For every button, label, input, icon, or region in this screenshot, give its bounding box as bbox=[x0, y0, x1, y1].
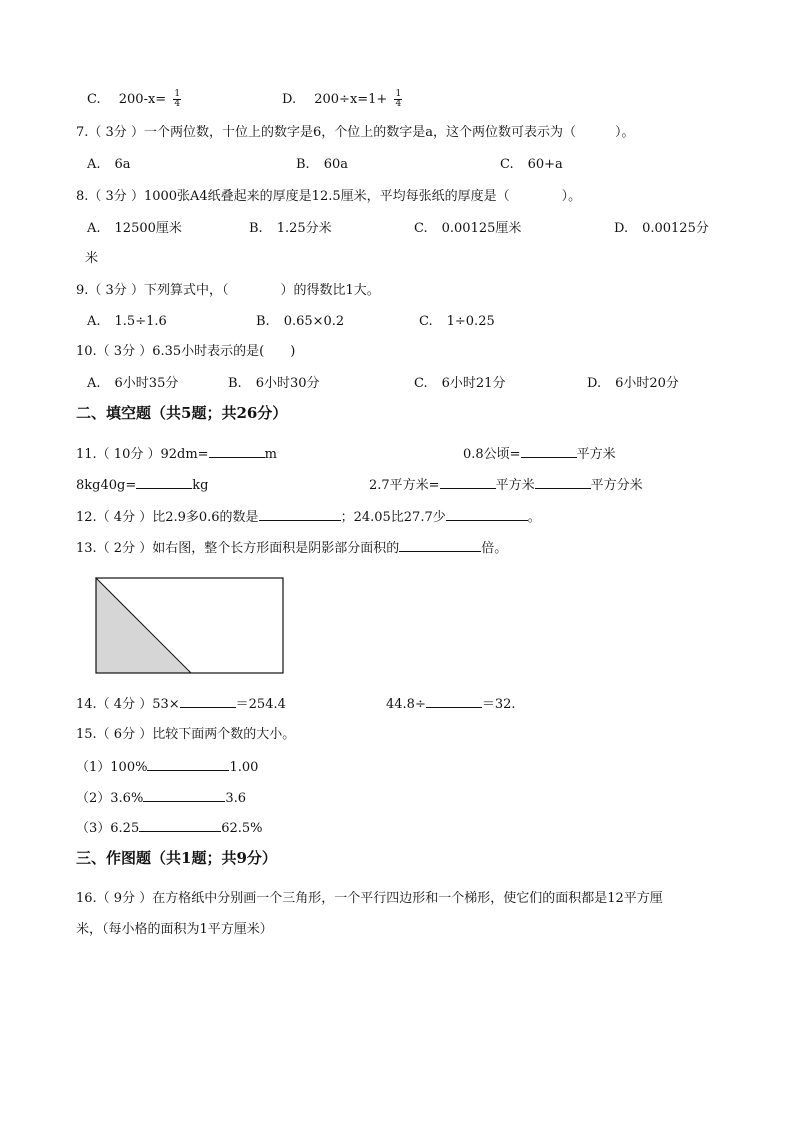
q11-line1-left: 11.（ 10分 ）92dm= m bbox=[76, 447, 277, 462]
q6-option-c-label: C. bbox=[87, 92, 101, 107]
answer-blank[interactable] bbox=[147, 758, 229, 771]
q8-option-d-wrap: 米 bbox=[85, 251, 99, 266]
q8-option-d: D. 0.00125分 bbox=[614, 221, 709, 236]
q6-option-d bbox=[282, 90, 402, 109]
section-heading-fill-blank: 二、填空题（共5题；共26分） bbox=[76, 404, 288, 422]
fraction-numerator: 1 bbox=[395, 89, 402, 99]
q8-stem: 8.（ 3分 ）1000张A4纸叠起来的厚度是12.5厘米，平均每张纸的厚度是（ ）。 bbox=[76, 189, 582, 204]
q6-option-c bbox=[87, 90, 181, 109]
q6-option-d-fraction bbox=[394, 90, 402, 109]
q14-right: 44.8÷ ＝32. bbox=[386, 697, 516, 712]
q8-option-a: A. 12500厘米 bbox=[87, 221, 182, 236]
q6-option-c-fraction bbox=[173, 90, 181, 109]
answer-blank[interactable] bbox=[259, 508, 341, 521]
q8-option-c: C. 0.00125厘米 bbox=[414, 221, 522, 236]
q9-option-b: B. 0.65×0.2 bbox=[256, 314, 345, 329]
q15-item-3: （3）6.25 62.5% bbox=[76, 821, 263, 836]
q12: 12.（ 4分 ）比2.9多0.6的数是 ；24.05比27.7少 。 bbox=[76, 510, 541, 525]
q9-option-c: C. 1÷0.25 bbox=[419, 314, 495, 329]
section-heading-drawing: 三、作图题（共1题；共9分） bbox=[76, 849, 277, 867]
q15-item-2: （2）3.6% 3.6 bbox=[76, 791, 246, 806]
shaded-triangle bbox=[96, 578, 191, 673]
q15-item-1: （1）100% 1.00 bbox=[76, 760, 259, 775]
answer-blank[interactable] bbox=[440, 476, 496, 489]
q6-option-d-expr: 200÷x=1+ bbox=[314, 92, 388, 107]
q16-line2: 米，（每小格的面积为1平方厘米） bbox=[76, 922, 273, 937]
q9-option-a: A. 1.5÷1.6 bbox=[87, 314, 167, 329]
answer-blank[interactable] bbox=[426, 695, 482, 708]
q7-option-a: A. 6a bbox=[87, 157, 131, 172]
q11-line1-right: 0.8公顷= 平方米 bbox=[463, 447, 616, 462]
q7-option-b: B. 60a bbox=[296, 157, 348, 172]
q14-left: 14.（ 4分 ）53× ＝254.4 bbox=[76, 697, 286, 712]
answer-blank[interactable] bbox=[446, 508, 528, 521]
q11-line2-right: 2.7平方米= 平方米 平方分米 bbox=[369, 478, 643, 493]
q11-line2-left: 8kg40g= kg bbox=[76, 478, 209, 493]
answer-blank[interactable] bbox=[143, 789, 225, 802]
q6-option-c-expr: 200-x= bbox=[118, 92, 167, 107]
q10-stem: 10.（ 3分 ）6.35小时表示的是( ) bbox=[76, 344, 296, 359]
answer-blank[interactable] bbox=[521, 445, 577, 458]
q9-stem: 9.（ 3分 ）下列算式中，（ ）的得数比1大。 bbox=[76, 283, 380, 298]
q8-option-b: B. 1.25分米 bbox=[249, 221, 332, 236]
fraction-denominator: 4 bbox=[395, 99, 402, 109]
answer-blank[interactable] bbox=[180, 695, 236, 708]
fraction-denominator: 4 bbox=[174, 99, 181, 109]
q15-stem: 15.（ 6分 ）比较下面两个数的大小。 bbox=[76, 727, 296, 742]
fraction-numerator: 1 bbox=[174, 89, 181, 99]
answer-blank[interactable] bbox=[399, 539, 481, 552]
q16-line1: 16.（ 9分 ）在方格纸中分别画一个三角形，一个平行四边形和一个梯形，使它们的面积都是12平方厘 bbox=[76, 891, 663, 906]
q7-option-c: C. 60+a bbox=[500, 157, 563, 172]
rectangle-shaded-triangle-figure bbox=[95, 577, 285, 674]
answer-blank[interactable] bbox=[139, 819, 221, 832]
answer-blank[interactable] bbox=[535, 476, 591, 489]
q10-option-c: C. 6小时21分 bbox=[414, 376, 506, 391]
q6-option-d-label: D. bbox=[282, 92, 297, 107]
answer-blank[interactable] bbox=[136, 476, 192, 489]
answer-blank[interactable] bbox=[209, 445, 265, 458]
q13: 13.（ 2分 ）如右图，整个长方形面积是阴影部分面积的 倍。 bbox=[76, 541, 508, 556]
q7-stem: 7.（ 3分 ）一个两位数，十位上的数字是6，个位上的数字是a，这个两位数可表示为（ ）。 bbox=[76, 125, 635, 140]
q10-option-b: B. 6小时30分 bbox=[228, 376, 320, 391]
q10-option-a: A. 6小时35分 bbox=[87, 376, 179, 391]
q10-option-d: D. 6小时20分 bbox=[587, 376, 679, 391]
